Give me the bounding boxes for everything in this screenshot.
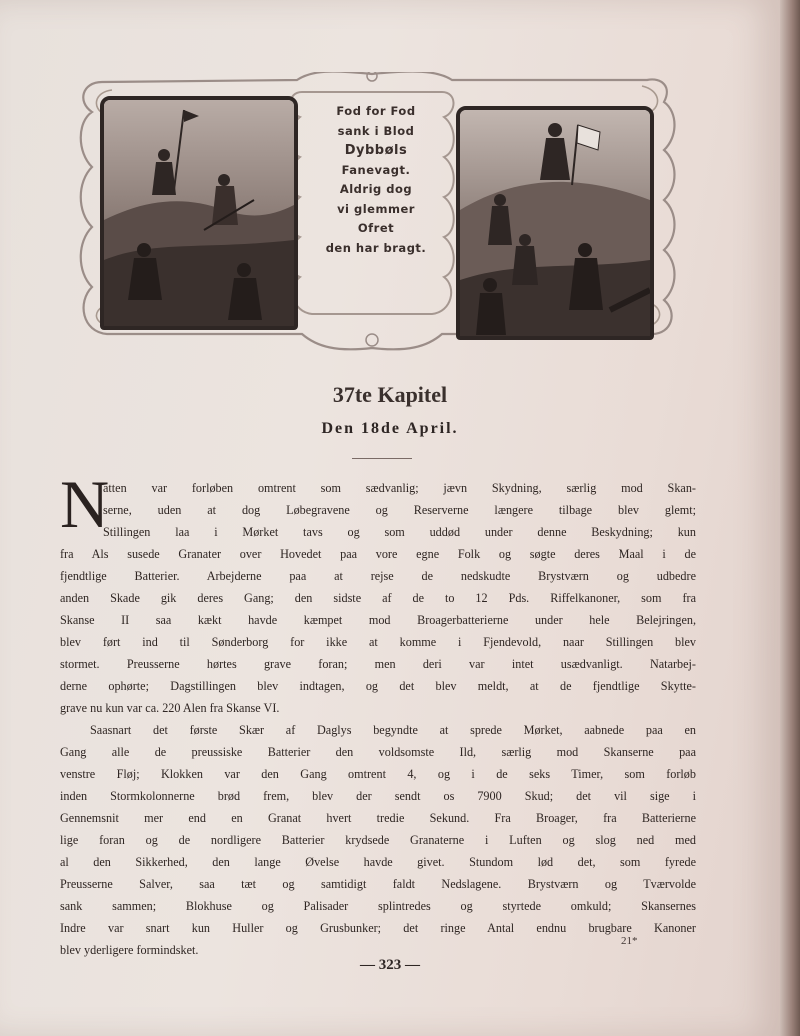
verse-line: Fanevagt. [341,162,411,177]
text-line: stormet. Preusserne hørtes grave foran; men deri var intet usædvanligt. Natarbej- [60,657,696,671]
text-line: atten var forløben omtrent som sædvanlig; jævn Skydning, særlig mod Skan- [103,481,696,495]
verse-line: Dybbøls [344,143,408,158]
commemorative-verse [312,102,440,334]
text-line: Saasnart det første Skær af Daglys begyndte at sprede Mørket, aabnede paa en [90,723,696,737]
text-line: inden Stormkolonnerne brød frem, blev der sendt os 7900 Skud; det vil sige i [60,789,696,803]
text-line: lige foran og de nordligere Batterier krydsede Granaterne i Luften og slog ned med [60,833,696,847]
verse-line: Ofret [357,221,395,235]
text-line: derne ophørte; Dagstillingen blev indtagen, og det blev meldt, at de fjendtlige Skytte- [60,679,696,693]
chapter-title: 37te Kapitel [332,382,448,407]
chapter-subtitle: Den 18de April. [321,420,459,437]
page-edge [780,0,800,1036]
text-line: Indre var snart kun Huller og Grusbunker; det ringe Antal endnu brugbare Kanoner [60,921,696,935]
text-line: Gennemsnit mer end en Granat hvert tredie Sekund. Fra Broager, fra Batterierne [60,811,696,825]
page-number: — 323 — [360,957,420,973]
text-line: anden Skade gik deres Gang; den sidste af de to 12 Pds. Riffelkanoner, som fra [60,591,696,605]
battle-illustration-left [100,96,298,330]
drop-cap: N [60,466,110,542]
verse-line: sank i Blod [337,123,415,138]
text-line: blev ført ind til Sønderborg for ikke at komme i Fjendevold, naar Stillingen blev [60,635,696,649]
text-line: fra Als susede Granater over Hovedet paa vore egne Folk og søgte deres Maal i de [60,547,696,561]
text-line: Skanse II saa kækt havde kæmpet mod Broagerbatterierne under hele Belejringen, [60,613,696,627]
text-line: grave nu kun var ca. 220 Alen fra Skanse VI. [60,701,280,715]
signature-mark: 21* [621,935,638,947]
text-line: Preusserne Salver, saa tæt og samtidigt faldt Nedslagene. Brystværn og Tværvolde [60,877,696,891]
verse-line: Aldrig dog [339,182,413,196]
divider-rule [352,458,412,459]
text-line: al den Sikkerhed, den lange Øvelse havde givet. Stundom lød det, som fyrede [60,855,696,869]
verse-line: den har bragt. [325,240,427,255]
text-line: sank sammen; Blokhuse og Palisader splintredes og styrtede omkuld; Skansernes [60,899,696,913]
text-line: Gang alle de preussiske Batterier den voldsomste Ild, særlig mod Skanserne paa [60,745,696,759]
text-line: blev yderligere formindsket. [60,943,199,957]
illustrated-banner [72,72,682,357]
text-line: Stillingen laa i Mørket tavs og som uddød under denne Beskydning; kun [103,525,696,539]
text-line: venstre Fløj; Klokken var den Gang omtrent 4, og i de seks Timer, som forløb [60,767,696,781]
battle-illustration-right [456,106,654,340]
verse-line: Fod for Fod [336,104,416,118]
text-line: fjendtlige Batterier. Arbejderne paa at rejse de nedskudte Brystværn og udbedre [60,569,696,583]
verse-line: vi glemmer [337,201,415,216]
text-line: serne, uden at dog Løbegravene og Reserverne længere tilbage blev glemt; [103,503,696,517]
